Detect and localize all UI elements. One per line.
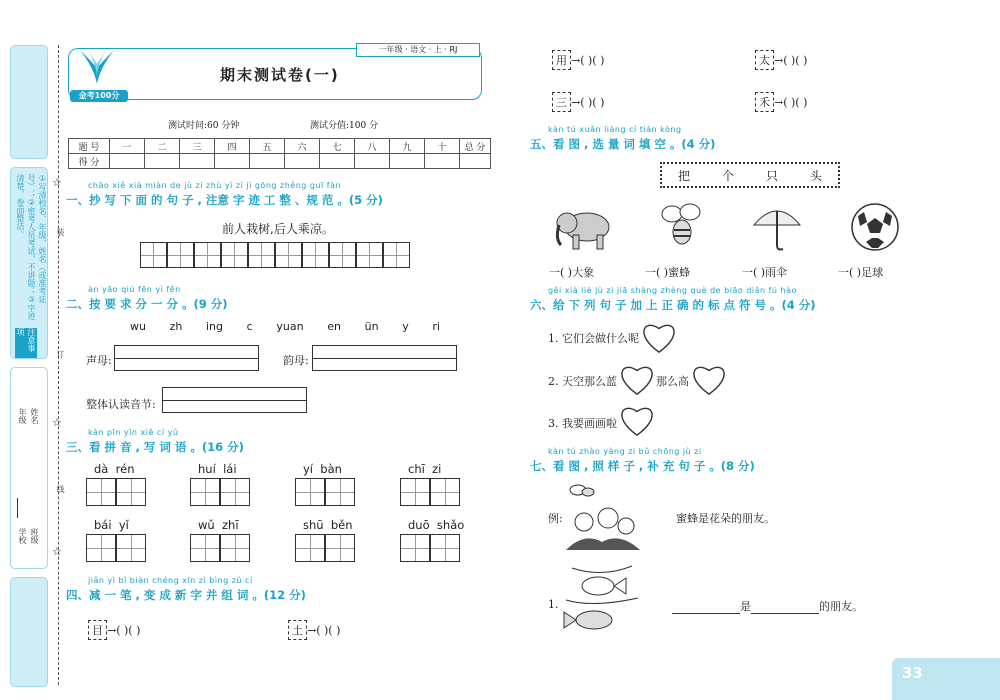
writing-cell[interactable] (86, 478, 116, 506)
page-title: 期末测试卷(一) (220, 66, 340, 84)
elephant-icon (553, 205, 615, 251)
q4-pinyin: jiǎn yì bǐ biàn chéng xīn zì bìng zǔ cí (88, 576, 253, 585)
q3-pinyin-word: shū běn (303, 518, 353, 532)
field-grade: 年级 (18, 408, 27, 424)
writing-cell[interactable] (116, 534, 146, 562)
q6-pinyin: gěi xià liè jù zi jiā shàng zhèng què de biāo diǎn fú hào (548, 286, 797, 295)
q3-pinyin-word: duō shǎo (408, 518, 465, 532)
writing-cell[interactable] (221, 242, 248, 268)
seal-char: 线 (56, 485, 65, 493)
q3-answer-grid[interactable] (400, 534, 460, 562)
q6-sentence-2b: 那么高 (656, 375, 689, 388)
q6-title: 六、给 下 列 句 子 加 上 正 确 的 标 点 符 号 。(4 分) (530, 298, 816, 312)
label-yunmu: 韵母: (283, 354, 309, 367)
heart-answer-box[interactable] (640, 320, 678, 354)
writing-cell[interactable] (325, 478, 355, 506)
bee-flower-image (564, 480, 642, 552)
test-time: 测试时间:60 分钟 (168, 121, 240, 131)
page-number: 33 (902, 664, 923, 682)
writing-cell[interactable] (430, 534, 460, 562)
label-zhengti: 整体认读音节: (86, 398, 156, 411)
logo-icon (74, 46, 120, 90)
q3-pinyin: kàn pīn yīn xiě cí yǔ (88, 428, 179, 437)
fish-water-image (562, 560, 642, 640)
writing-cell[interactable] (302, 242, 329, 268)
q4-item-6: 禾 →( )( ) (755, 92, 807, 112)
test-score: 测试分值:100 分 (310, 121, 379, 131)
umbrella-icon (752, 203, 802, 253)
yunmu-answer-line[interactable] (312, 345, 457, 371)
writing-cell[interactable] (325, 534, 355, 562)
strip-tab-top (10, 45, 48, 159)
q7-item-1-label: 1. (548, 598, 559, 611)
q4-item-5: 三 →( )( ) (552, 92, 604, 112)
q5-pinyin: kàn tú xuǎn liàng cí tián kòng (548, 125, 682, 134)
heart-answer-box[interactable] (618, 403, 656, 437)
q6-sentence-1: 1. 它们会做什么呢 (548, 332, 639, 345)
writing-cell[interactable] (86, 534, 116, 562)
q1-writing-grid[interactable] (140, 242, 410, 268)
cut-line (58, 45, 59, 685)
heart-answer-box[interactable] (618, 362, 656, 396)
q5-title: 五、看 图 , 选 量 词 填 空 。(4 分) (530, 137, 716, 151)
seal-char: 订 (56, 350, 65, 358)
q7-example-sentence: 蜜蜂是花朵的朋友。 (676, 512, 775, 525)
answer-blank[interactable] (672, 601, 740, 614)
strip-tab-bottom (10, 577, 48, 687)
q7-item-1-sentence: 是 的朋友。 (672, 598, 863, 614)
writing-cell[interactable] (295, 534, 325, 562)
logo-text: 金考100分 (70, 90, 128, 102)
writing-cell[interactable] (356, 242, 383, 268)
writing-cell[interactable] (220, 534, 250, 562)
star-icon: ☆ (52, 176, 62, 189)
q2-title: 二、按 要 求 分 一 分 。(9 分) (66, 297, 228, 311)
q7-title: 七、看 图 , 照 样 子 , 补 充 句 子 。(8 分) (530, 459, 755, 473)
q5-item-bee[interactable]: 一( )蜜蜂 (645, 266, 691, 279)
label-shengmu: 声母: (86, 354, 112, 367)
answer-blank[interactable] (751, 601, 819, 614)
shengmu-answer-line[interactable] (114, 345, 259, 371)
q1-sentence: 前人栽树,后人乘凉。 (222, 222, 334, 236)
writing-cell[interactable] (329, 242, 356, 268)
writing-cell[interactable] (116, 478, 146, 506)
writing-cell[interactable] (167, 242, 194, 268)
writing-cell[interactable] (400, 534, 430, 562)
notice-text: ①写清校名、年级、姓名（或准考证号）；②密考人员考试，不讲题；③字迹清楚，卷面整洁。 (16, 174, 47, 320)
field-class: 班级 (30, 528, 39, 544)
q4-item-2: 土 →( )( ) (288, 620, 340, 640)
seal-char: 装 (56, 228, 65, 236)
page-number-tab (892, 658, 1000, 700)
q4-title: 四、减 一 笔 , 变 成 新 字 并 组 词 。(12 分) (66, 588, 306, 602)
binding-strip (0, 45, 48, 685)
writing-cell[interactable] (400, 478, 430, 506)
writing-cell[interactable] (248, 242, 275, 268)
star-icon: ☆ (52, 416, 62, 429)
q3-answer-grid[interactable] (295, 478, 355, 506)
q3-answer-grid[interactable] (190, 534, 250, 562)
writing-cell[interactable] (194, 242, 221, 268)
q4-item-3: 用 →( )( ) (552, 50, 604, 70)
star-icon: ☆ (52, 545, 62, 558)
q3-pinyin-word: bái yǐ (94, 518, 129, 532)
writing-cell[interactable] (220, 478, 250, 506)
q3-answer-grid[interactable] (86, 478, 146, 506)
q7-pinyin: kàn tú zhào yàng zi bǔ chōng jù zi (548, 447, 702, 456)
football-icon (850, 202, 900, 252)
q1-pinyin: chāo xiě xià miàn de jù zi zhù yì zì jì gōng zhěng guī fàn (88, 181, 342, 190)
score-table: 题 号 一 二 三 四 五 六 七 八 九 十 总 分 得 分 (68, 138, 491, 169)
q3-pinyin-word: chī zi (408, 462, 442, 476)
q6-sentence-3: 3. 我要画画啦 (548, 417, 617, 430)
q4-item-1: 目 →( )( ) (88, 620, 140, 640)
q3-answer-grid[interactable] (86, 534, 146, 562)
writing-cell[interactable] (275, 242, 302, 268)
q4-item-4: 太 →( )( ) (755, 50, 807, 70)
q3-pinyin-word: wǔ zhī (198, 518, 239, 532)
q7-example-label: 例: (548, 512, 563, 525)
q2-pinyin: àn yāo qiú fēn yì fēn (88, 285, 181, 294)
heart-answer-box[interactable] (690, 362, 728, 396)
zhengti-answer-line[interactable] (162, 387, 307, 413)
q3-answer-grid[interactable] (295, 534, 355, 562)
writing-cell[interactable] (383, 242, 410, 268)
q3-answer-grid[interactable] (190, 478, 250, 506)
q3-pinyin-word: yí bàn (303, 462, 342, 476)
strip-fields (10, 367, 48, 569)
q1-title: 一、抄 写 下 面 的 句 子 , 注意 字 迹 工 整 、规 范 。(5 分) (66, 193, 383, 207)
grade-label: 一年级 · 语文 · 上 · RJ (356, 43, 480, 57)
q5-item-football[interactable]: 一( )足球 (838, 266, 884, 279)
q5-item-umbrella[interactable]: 一( )雨伞 (742, 266, 788, 279)
field-name: 姓名 (30, 408, 39, 424)
notice-label: 注意事项 (15, 328, 37, 358)
bee-icon (658, 200, 706, 250)
q3-pinyin-word: dà rén (94, 462, 135, 476)
q3-title: 三、看 拼 音 , 写 词 语 。(16 分) (66, 440, 244, 454)
writing-cell[interactable] (190, 534, 220, 562)
writing-cell[interactable] (430, 478, 460, 506)
q5-item-elephant[interactable]: 一( )大象 (549, 266, 595, 279)
q6-sentence-2a: 2. 天空那么蓝 (548, 375, 617, 388)
field-school: 学校 (18, 528, 27, 544)
writing-cell[interactable] (295, 478, 325, 506)
writing-cell[interactable] (140, 242, 167, 268)
measure-word-box: 把 个 只 头 (660, 162, 840, 188)
strip-notice (10, 167, 48, 359)
q2-syllables: wu zh ing c yuan en ün y ri (130, 320, 440, 333)
q3-pinyin-word: huí lái (198, 462, 237, 476)
writing-cell[interactable] (190, 478, 220, 506)
q3-answer-grid[interactable] (400, 478, 460, 506)
